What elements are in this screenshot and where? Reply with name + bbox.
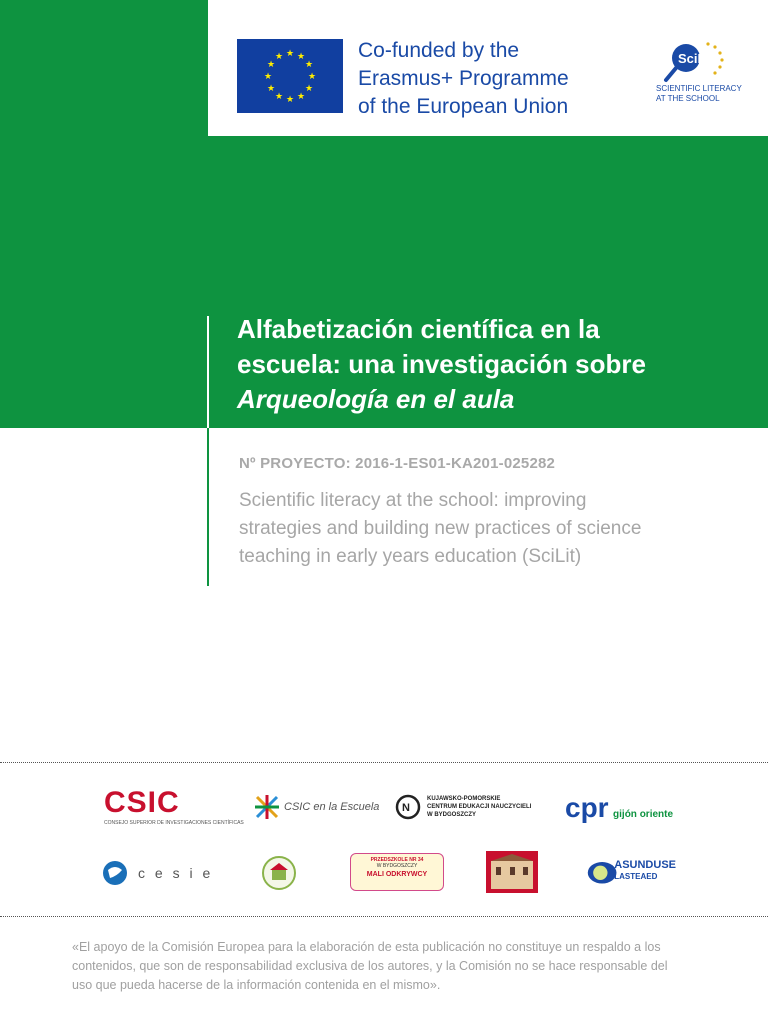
cofunded-line-2: Erasmus+ Programme [358, 67, 569, 90]
project-number: Nº PROYECTO: 2016-1-ES01-KA201-025282 [239, 455, 556, 472]
building-icon [486, 851, 538, 893]
csic-logo [100, 786, 244, 826]
svg-text:★: ★ [285, 49, 295, 59]
cesie-globe-icon [100, 858, 130, 888]
csic-escuela-text: CSIC en la Escuela [284, 801, 380, 813]
school-emblem-logo [255, 852, 305, 894]
csic-escuela-logo [254, 790, 384, 824]
disclaimer-line-1: «El apoyo de la Comisión Europea para la elaboración de esta publicación no constituye un respaldo a los [72, 940, 661, 954]
building-photo-logo [486, 851, 538, 893]
svg-text:★: ★ [304, 84, 314, 94]
disclaimer-line-2: contenidos, que son de responsabilidad exclusiva de los autores, y la Comisión no se hace responsable del [72, 959, 668, 973]
subtitle-line-3: teaching in early years education (SciLit) [239, 546, 582, 567]
title-line-1: Alfabetización científica en la [237, 314, 600, 344]
title-line-2: escuela: una investigación sobre [237, 349, 646, 379]
title-line-3: Arqueología en el aula [237, 384, 515, 414]
asunduse-line-2: LASTEAED [614, 872, 658, 881]
cesie-logo [100, 856, 230, 890]
svg-text:★: ★ [296, 52, 306, 62]
przedszkole-line-3: MALI ODKRYWCY [366, 871, 428, 878]
escuela-star-icon [254, 794, 280, 820]
przedszkole-line-2: W BYDGOSZCZY [376, 863, 418, 869]
svg-text:★: ★ [296, 92, 306, 102]
divider-top [0, 762, 768, 763]
cpr-wordmark: cpr [565, 792, 609, 823]
cofunded-text [358, 37, 598, 121]
subtitle-line-2: strategies and building new practices of science [239, 518, 642, 539]
svg-text:★: ★ [274, 92, 284, 102]
disclaimer [72, 938, 712, 995]
scilit-caption [656, 84, 740, 104]
scilit-caption-line-2: AT THE SCHOOL [656, 94, 720, 103]
svg-text:★: ★ [263, 72, 273, 82]
asunduse-logo [586, 850, 676, 892]
cofunded-line-3: of the European Union [358, 95, 569, 118]
przedszkole-line-1: PRZEDSZKOLE NR 34 [370, 857, 424, 863]
eu-flag-icon [237, 39, 343, 113]
kujawsko-line-1: KUJAWSKO-POMORSKIE [427, 796, 501, 802]
cofunded-line-1: Co-funded by the [358, 39, 520, 62]
asunduse-line-1: ASUNDUSE [614, 859, 676, 871]
page-title [237, 312, 737, 417]
csic-wordmark: CSIC [104, 786, 180, 819]
scilit-caption-line-1: SCIENTIFIC LITERACY [656, 84, 742, 93]
cen-emblem-icon [395, 794, 423, 820]
csic-subtext: CONSEJO SUPERIOR DE INVESTIGACIONES CIENTÍFICAS [104, 820, 244, 826]
school-emblem-icon [255, 852, 303, 894]
przedszkole-logo [350, 852, 445, 892]
vertical-rule-upper [207, 316, 209, 428]
svg-text:★: ★ [266, 84, 276, 94]
svg-text:★: ★ [266, 60, 276, 70]
kujawsko-line-2: CENTRUM EDUKACJI NAUCZYCIELI [427, 804, 532, 810]
project-subtitle [239, 487, 719, 571]
svg-text:★: ★ [274, 52, 284, 62]
kujawsko-logo [395, 792, 545, 822]
subtitle-line-1: Scientific literacy at the school: improving [239, 490, 587, 511]
svg-text:★: ★ [304, 60, 314, 70]
svg-text:N: N [402, 802, 410, 814]
kujawsko-line-3: W BYDGOSZCZY [427, 812, 476, 818]
cpr-subtext: gijón oriente [613, 809, 674, 820]
divider-bottom [0, 916, 768, 917]
scilit-logo-text: SciLit [678, 51, 714, 66]
cesie-text: c e s i e [138, 865, 214, 881]
svg-text:★: ★ [307, 72, 317, 82]
cpr-logo [565, 790, 675, 826]
disclaimer-line-3: uso que pueda hacerse de la información contenida en el mismo». [72, 978, 441, 992]
svg-text:★: ★ [285, 95, 295, 105]
